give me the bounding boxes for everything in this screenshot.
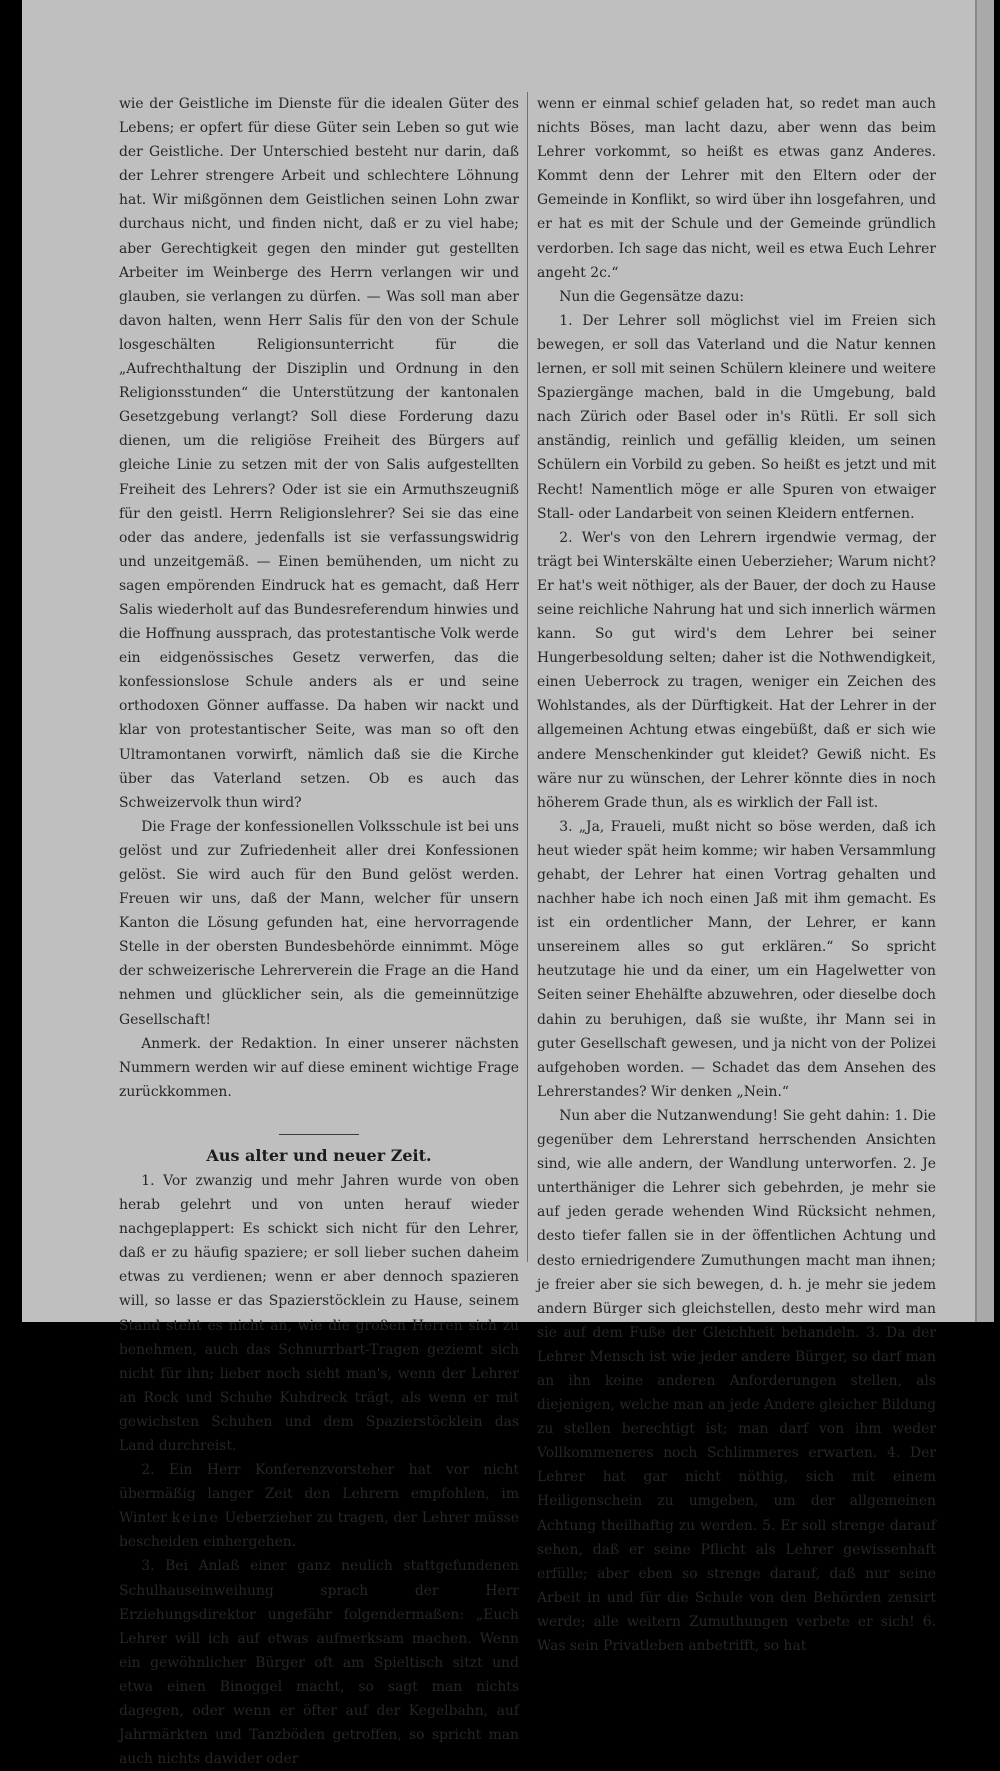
editor-note: Anmerk. der Redaktion. In einer unserer nächsten Nummern werden wir auf diese eminent wichtige Frage zurückkommen. [119,1035,519,1100]
right-paragraph-3: Nun aber die Nutzanwendung! Sie geht dahin: 1. Die gegenüber dem Lehrerstand herrschenden Ansichten sind, wie alle andern, der Wandlung unterworfen. 2. Je unterthäniger die Lehrer sich gebehrden, je mehr sie auf jeden gerade wehenden Wind Rücksicht nehmen, desto tiefer fallen sie in der öffentlichen Achtung und desto erniedrigendere Zumuthungen macht man ihnen; je freier aber sie sich bewegen, d. h. je mehr sie jedem andern Bürger sich gleichstellen, desto mehr wird man sie auf dem Fuße der Gleichheit behandeln. 3. Da der Lehrer Mensch ist wie jeder andere Bürger, so darf man an ihn keine anderen Anforderungen stellen, als diejenigen, welche man an jede Andere gleicher Bildung zu stellen berechtigt ist; man darf von ihm weder Vollkommeneres noch Schlimmeres erwarten. 4. Der Lehrer hat gar nicht nöthig, sich mit einem Heiligenschein zu umgeben, um der allgemeinen Achtung theilhaftig zu werden. 5. Er soll strenge darauf sehen, daß er seine Pflicht als Lehrer gewissenhaft erfülle; aber eben so strenge darauf, daß nur seine Arbeit in und für die Schule von den Behörden zensirt werde; alle weitern Zumuthungen verbete er sich! 6. Was sein Privatleben anbetrifft, so hat [537,1107,936,1654]
left-item-2-end: Ueberzieher zu tragen, der Lehrer müsse bescheiden einhergehen. [119,1510,519,1551]
right-paragraph-1: wenn er einmal schief geladen hat, so redet man auch nichts Böses, man lacht dazu, aber wenn das beim Lehrer vorkommt, so heißt es etwas ganz Anderes. Kommt denn der Lehrer mit den Eltern oder der Gemeinde in Konflikt, so wird über ihn losgefahren, und er hat es mit der Schule und der Gemeinde gründlich verdorben. Ich sage das nicht, weil es etwa Euch Lehrer angeht 2c.“ [537,96,936,281]
left-item-2-emphasis: keine [171,1510,220,1527]
left-item-2-start: 2. Ein Herr Konferenzvorsteher hat vor nicht übermäßig langer Zeit den Lehrern empfohlen, im Winter [119,1462,519,1527]
left-item-3: 3. Bei Anlaß einer ganz neulich stattgefundenen Schulhauseinweihung sprach der Herr Erziehungsdirektor ungefähr folgendermaßen: „Euch Lehrer will ich auf etwas aufmerksam machen. Wenn ein gewöhnlicher Bürger oft am Spieltisch sitzt und etwa einen Binoggel macht, so sagt man nichts dagegen, oder wenn er öfter auf der Kegelbahn, auf Jahrmärkten und Tanzböden getroffen, so spricht man auch nichts dawider oder [119,1558,519,1768]
right-column [537,92,936,1654]
column-divider [527,92,528,1262]
right-paragraph-2: Nun die Gegensätze dazu: [559,288,745,305]
right-item-1: 1. Der Lehrer soll möglichst viel im Freien sich bewegen, er soll das Vaterland und die Natur kennen lernen, er soll mit seinen Schülern kleinere und weitere Spaziergänge machen, bald in die Umgebung, bald nach Zürich oder Basel oder in's Rütli. Er soll sich anständig, reinlich und gefällig kleiden, um seinen Schülern ein Vorbild zu geben. So heißt es jetzt und mit Recht! Namentlich möge er alle Spuren von etwaiger Stall- oder Landarbeit von seinen Kleidern entfernen. [537,312,936,522]
right-item-2: 2. Wer's von den Lehrern irgendwie vermag, der trägt bei Winterskälte einen Ueberzieher; Warum nicht? Er hat's weit nöthiger, als der Bauer, der doch zu Hause seine reichliche Nahrung hat und sich innerlich wärmen kann. So gut wird's dem Lehrer bei seiner Hungerbesoldung selten; daher ist die Nothwendigkeit, einen Ueberrock zu tragen, weniger ein Zeichen des Wohlstandes, als der Dürftigkeit. Hat der Lehrer in der allgemeinen Achtung etwas eingebüßt, daß er sich wie andere Menschenkinder gut kleidet? Gewiß nicht. Es wäre nur zu wünschen, der Lehrer könnte dies in noch höherem Grade thun, als es wirklich der Fall ist. [537,529,936,811]
right-item-3: 3. „Ja, Fraueli, mußt nicht so böse werden, daß ich heut wieder spät heim komme; wir haben Versammlung gehabt, der Lehrer hat einen Vortrag gehalten und nachher habe ich noch einen Jaß mit ihm gemacht. Es ist ein ordentlicher Mann, der Lehrer, er kann unsereinem alles so gut erklären.“ So spricht heutzutage hie und da einer, um ein Hagelwetter von Seiten seiner Ehehälfte abzuwehren, oder dieselbe doch dahin zu beruhigen, daß sie wußte, ihr Mann sei in guter Gesellschaft gewesen, und ja nicht von der Polizei aufgehoben worden. — Schadet das dem Ansehen des Lehrerstandes? Wir denken „Nein.“ [537,818,936,1100]
section-heading: Aus alter und neuer Zeit. [206,1145,432,1165]
left-column [119,92,519,1768]
left-item-1: 1. Vor zwanzig und mehr Jahren wurde von oben herab gelehrt und von unten herauf wieder nachgeplappert: Es schickt sich nicht für den Lehrer, daß er zu häufig spaziere; er soll lieber suchen daheim etwas zu verdienen; wenn er aber dennoch spazieren will, so lasse er das Spazierstöcklein zu Hause, seinem Stand steht es nicht an, wie die großen Herren sich zu benehmen, auch das Schnurrbart-Tragen geziemt sich nicht für ihn; lieber noch sieht man's, wenn der Lehrer an Rock und Schuhe Kuhdreck trägt, als wenn er mit gewichsten Schuhen und dem Spazierstöcklein das Land durchreist. [119,1172,519,1454]
page-edge [975,0,994,1322]
left-paragraph-1: wie der Geistliche im Dienste für die idealen Güter des Lebens; er opfert für diese Güter sein Leben so gut wie der Geistliche. Der Unterschied besteht nur darin, daß der Lehrer strengere Arbeit und schlechtere Löhnung hat. Wir mißgönnen dem Geistlichen seinen Lohn zwar durchaus nicht, und finden nicht, daß er zu viel habe; aber Gerechtigkeit gegen den minder gut gestellten Arbeiter im Weinberge des Herrn verlangen wir und glauben, sie verlangen zu dürfen. — Was soll man aber davon halten, wenn Herr Salis für den von der Schule losgeschälten Religionsunterricht für die „Aufrechthaltung der Disziplin und Ordnung in den Religionsstunden“ die Unterstützung der kantonalen Gesetzgebung verlangt? Soll diese Forderung dazu dienen, um die religiöse Freiheit des Bürgers auf gleiche Linie zu setzen mit der von Salis aufgestellten Freiheit des Lehrers? Oder ist sie ein Armuthszeugniß für den geistl. Herrn Religionslehrer? Sei sie das eine oder das andere, jedenfalls ist sie verfassungswidrig und unzeitgemäß. — Einen bemühenden, um nicht zu sagen empörenden Eindruck hat es gemacht, daß Herr Salis wiederholt auf das Bundesreferendum hinwies und die Hoffnung aussprach, das protestantische Volk werde ein eidgenössisches Gesetz verwerfen, das die konfessionslose Schule anders als er und seine orthodoxen Gönner auffasse. Da haben wir nackt und klar von protestantischer Seite, was man so oft den Ultramontanen vorwirft, nämlich daß sie die Kirche über das Vaterland setzen. Ob es auch das Schweizervolk thun wird? [119,96,519,811]
section-spacer [119,1104,519,1134]
left-item-2 [119,1458,519,1554]
section-rule [279,1134,359,1135]
left-paragraph-2: Die Frage der konfessionellen Volksschule ist bei uns gelöst und zur Zufriedenheit aller drei Konfessionen gelöst. Sie wird auch für den Bund gelöst werden. Freuen wir uns, daß der Mann, welcher für unsern Kanton die Lösung gefunden hat, eine hervorragende Stelle in der obersten Bundesbehörde einnimmt. Möge der schweizerische Lehrerverein die Frage an die Hand nehmen und glücklicher sein, als die gemeinnützige Gesellschaft! [119,818,519,1028]
